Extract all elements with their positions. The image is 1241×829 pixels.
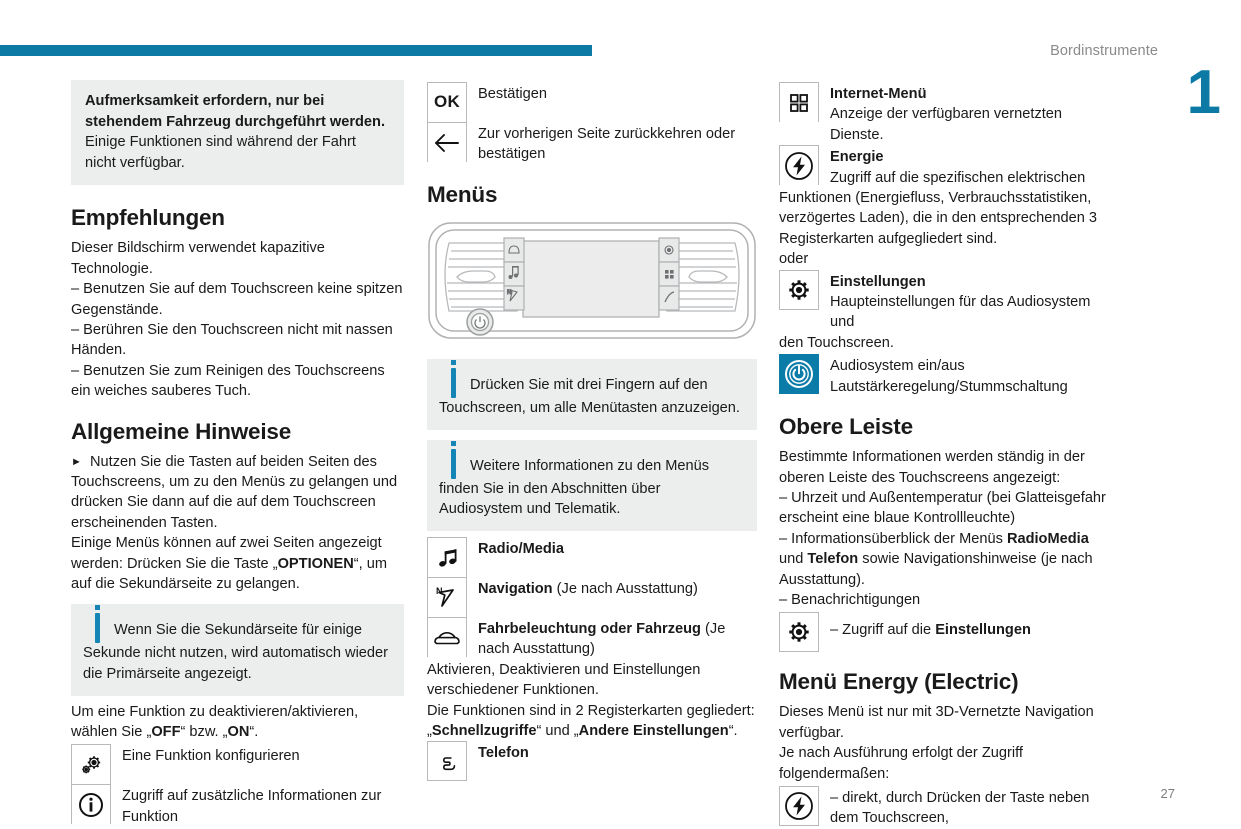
menu-row-power (779, 354, 1112, 397)
menu-label-internet (830, 82, 1112, 145)
key-label-ok: Bestätigen (478, 86, 547, 102)
menu-label-power (830, 354, 1068, 397)
energy-bolt-icon-glyph (783, 150, 815, 182)
info-note-box-more-information (427, 440, 757, 531)
gear-icon[interactable] (779, 612, 819, 652)
info-circle-icon[interactable] (71, 784, 111, 824)
heading-menue-energy: Menü Energy (Electric) (779, 669, 1019, 695)
top-bar-item-2-post: sowie Navigationshinweise (je nach Ausstattung). (779, 551, 1093, 588)
top-bar-item (779, 529, 1112, 590)
power-button-icon[interactable] (779, 354, 819, 394)
menu-tabs-paragraph (427, 721, 757, 741)
menu-title-settings: Einstellungen (830, 273, 926, 290)
menu-body-paragraph-1: Aktivieren, Deaktivieren und Einstellungen verschiedener Funktionen. (427, 661, 701, 699)
top-bar-item-2-mid: und (779, 551, 808, 568)
settings-continuation-text: den Touchscreen. (779, 334, 894, 351)
dashboard-illustration-svg (427, 221, 757, 343)
top-bar-item: – Benachrichtigungen (779, 591, 921, 608)
toggle-paragraph (71, 702, 404, 743)
menu-suffix-navigation: (Je nach Ausstattung) (552, 581, 698, 597)
toggle-paragraph-pre: Um eine Funktion zu deaktivieren/aktivieren, wählen Sie „ (71, 703, 359, 741)
svg-text:N: N (507, 289, 512, 296)
info-note-box-three-fingers (427, 359, 757, 430)
info-note-box-secondary-page (71, 604, 404, 695)
phone-handset-icon-glyph (434, 748, 460, 774)
menu-body-energy: Zugriff auf die spezifischen elektrischen (830, 169, 1086, 186)
energy-access-row (779, 786, 1112, 829)
toggle-off-keyword: OFF (151, 724, 181, 741)
menu-title-vehicle: Fahrbeleuchtung oder Fahrzeug (478, 621, 701, 637)
or-text: oder (779, 251, 809, 268)
gears-config-icon-glyph (78, 752, 104, 778)
settings-access-row (779, 612, 1112, 652)
menu-tabs-post: “. (728, 723, 738, 740)
menu-tab-andere-einstellungen: Andere Einstellungen (578, 723, 729, 740)
gear-icon-glyph (785, 618, 813, 646)
info-icon (451, 368, 456, 398)
menu-label-vehicle (478, 617, 757, 660)
right-column (779, 80, 1112, 829)
menu-body-paragraph-2: Die Funktionen sind in 2 Registerkarten gegliedert: (427, 702, 755, 719)
menu-label-navigation (478, 577, 698, 599)
navigation-arrow-icon[interactable] (427, 577, 467, 617)
key-row-ok (427, 82, 757, 122)
options-paragraph-post: “, um auf die Sekundärseite zu gelangen. (71, 555, 388, 593)
legend-label-info: Zugriff auf zusätzliche Informationen zur Funktion (122, 788, 382, 825)
grid-apps-icon-glyph (787, 91, 811, 115)
menu-title-phone: Telefon (478, 745, 529, 762)
page-number: 27 (1160, 786, 1175, 801)
heading-allgemeine-hinweise: Allgemeine Hinweise (71, 418, 292, 444)
recommendation-item: – Benutzen Sie zum Reinigen des Touchscreens ein weiches sauberes Tuch. (71, 362, 385, 400)
ok-button-glyph: OK (433, 92, 461, 112)
menu-row-radio-media (427, 537, 757, 577)
music-note-icon[interactable] (427, 537, 467, 577)
chapter-number: 1 (1186, 58, 1219, 127)
grid-apps-icon[interactable] (779, 82, 819, 122)
ok-button-icon[interactable] (427, 82, 467, 122)
heading-obere-leiste: Obere Leiste (779, 414, 913, 440)
menu-row-settings (779, 270, 1112, 333)
top-bar-intro: Bestimmte Informationen werden ständig in der oberen Leiste des Touchscreens angezeigt: (779, 449, 1085, 486)
info-note-text: Wenn Sie die Sekundärseite für einige Sekunde nicht nutzen, wird automatisch wieder die Primärseite angezeigt. (83, 622, 389, 683)
options-paragraph-pre: Einige Menüs können auf zwei Seiten angezeigt werden: Drücken Sie die Taste „ (71, 535, 382, 572)
menu-body-settings: Haupteinstellungen für das Audiosystem und (830, 294, 1091, 331)
menu-label-settings (830, 270, 1112, 333)
energy-bolt-icon[interactable] (779, 786, 819, 826)
menu-label-phone (478, 741, 529, 763)
recommendation-item: – Berühren Sie den Touchscreen nicht mit nassen Händen. (71, 322, 393, 359)
key-label-back: Zur vorherigen Seite zurückkehren oder bestätigen (478, 126, 736, 163)
warning-note-body: Einige Funktionen sind während der Fahrt nicht verfügbar. (85, 134, 356, 171)
power-label-line1: Audiosystem ein/aus (830, 358, 965, 375)
top-bar-item: – Uhrzeit und Außentemperatur (bei Glatteisgefahr erscheint eine blaue Kontrollleuchte) (779, 489, 1106, 527)
menu-row-energy (779, 145, 1112, 188)
options-keyword: OPTIONEN (277, 555, 354, 572)
svg-text:N: N (436, 585, 443, 596)
power-label-line2: Lautstärkeregelung/Stummschaltung (830, 378, 1068, 395)
header-accent-rule (0, 45, 592, 56)
chapter-title: Bordinstrumente (1050, 43, 1158, 59)
music-note-icon-glyph (435, 546, 459, 570)
general-bullet-paragraph (71, 452, 404, 534)
menu-label-energy (830, 145, 1085, 188)
gears-config-icon[interactable] (71, 744, 111, 784)
toggle-paragraph-mid: “ bzw. „ (180, 724, 228, 741)
menu-title-internet: Internet-Menü (830, 86, 927, 102)
settings-access-label (830, 612, 1031, 640)
keyword-einstellungen: Einstellungen (935, 622, 1031, 639)
key-row-back (427, 122, 757, 165)
menu-suffix-vehicle: (Je nach Ausstattung) (478, 621, 726, 658)
recommendations-intro: Dieser Bildschirm verwendet kapazitive Technologie. (71, 240, 325, 277)
energy-bolt-icon[interactable] (779, 145, 819, 185)
menu-row-navigation (427, 577, 757, 617)
menu-body-internet: Anzeige der verfügbaren vernetzten Dienste. (830, 106, 1063, 143)
legend-row-info (71, 784, 404, 827)
car-icon[interactable] (427, 617, 467, 657)
info-icon (451, 449, 456, 479)
menu-title-energy: Energie (830, 149, 884, 166)
toggle-on-keyword: ON (227, 724, 250, 741)
warning-note-box (71, 80, 404, 185)
settings-access-pre: – Zugriff auf die (830, 622, 936, 639)
warning-note-bold: Aufmerksamkeit erfordern, nur bei stehendem Fahrzeug durchgeführt werden. (85, 93, 386, 130)
energy-continuation-text: Funktionen (Energiefluss, Verbrauchsstatistiken, verzögertes Laden), die in den entsprechenden 3 Registerkarten aufgegliedert sind. (779, 190, 1098, 247)
energy-access-label: – direkt, durch Drücken der Taste neben dem Touchscreen, (830, 789, 1090, 827)
general-bullet-text: Nutzen Sie die Tasten auf beiden Seiten des Touchscreens, um zu den Menüs zu gelangen und drücken Sie dann auf die auf dem Touchscreen erscheinenden Tasten. (71, 453, 398, 531)
keyword-telefon: Telefon (807, 551, 859, 568)
info-note-text: Drücken Sie mit drei Fingern auf den Touchscreen, um alle Menütasten anzuzeigen. (439, 377, 740, 417)
middle-column (427, 80, 757, 781)
legend-row-configure (71, 744, 404, 784)
triangle-bullet-icon: ► (71, 455, 82, 468)
menu-tabs-mid: “ und „ (536, 723, 579, 740)
options-paragraph (71, 533, 404, 594)
back-arrow-icon-glyph (433, 132, 461, 154)
energy-menu-paragraph-1: Dieses Menü ist nur mit 3D-Vernetzte Navigation verfügbar. (779, 704, 1094, 741)
menu-row-internet (779, 82, 1112, 145)
top-bar-item-2-pre: – Informationsüberblick der Menüs (779, 530, 1007, 547)
recommendation-item: – Benutzen Sie auf dem Touchscreen keine spitzen Gegenstände. (71, 281, 403, 318)
info-circle-icon-glyph (77, 791, 105, 819)
toggle-paragraph-post: “. (249, 724, 259, 741)
power-button-icon-glyph (782, 357, 816, 391)
navigation-arrow-icon-glyph (433, 584, 461, 612)
back-arrow-icon[interactable] (427, 122, 467, 162)
car-icon-glyph (432, 627, 462, 649)
heading-menues: Menüs (427, 181, 498, 207)
gear-icon-glyph (785, 276, 813, 304)
menu-row-phone (427, 741, 757, 781)
legend-label-configure: Eine Funktion konfigurieren (122, 748, 300, 765)
menu-tab-schnellzugriffe: Schnellzugriffe (431, 723, 537, 740)
gear-icon[interactable] (779, 270, 819, 310)
menu-tabs-pre: „ (427, 723, 432, 740)
menu-label-radio-media (478, 537, 564, 559)
phone-handset-icon[interactable] (427, 741, 467, 781)
dashboard-touchscreen-illustration (427, 221, 757, 349)
energy-bolt-icon-glyph (783, 790, 815, 822)
menu-title-navigation: Navigation (478, 581, 553, 597)
heading-empfehlungen: Empfehlungen (71, 205, 225, 231)
left-column (71, 80, 404, 827)
menu-title-radio-media: Radio/Media (478, 541, 564, 557)
menu-row-vehicle (427, 617, 757, 660)
info-icon (95, 613, 100, 643)
keyword-radiomedia: RadioMedia (1006, 530, 1089, 547)
info-note-text: Weitere Informationen zu den Menüs finden Sie in den Abschnitten über Audiosystem und Telematik. (439, 457, 710, 518)
energy-menu-paragraph-2: Je nach Ausführung erfolgt der Zugriff folgendermaßen: (779, 745, 1023, 782)
